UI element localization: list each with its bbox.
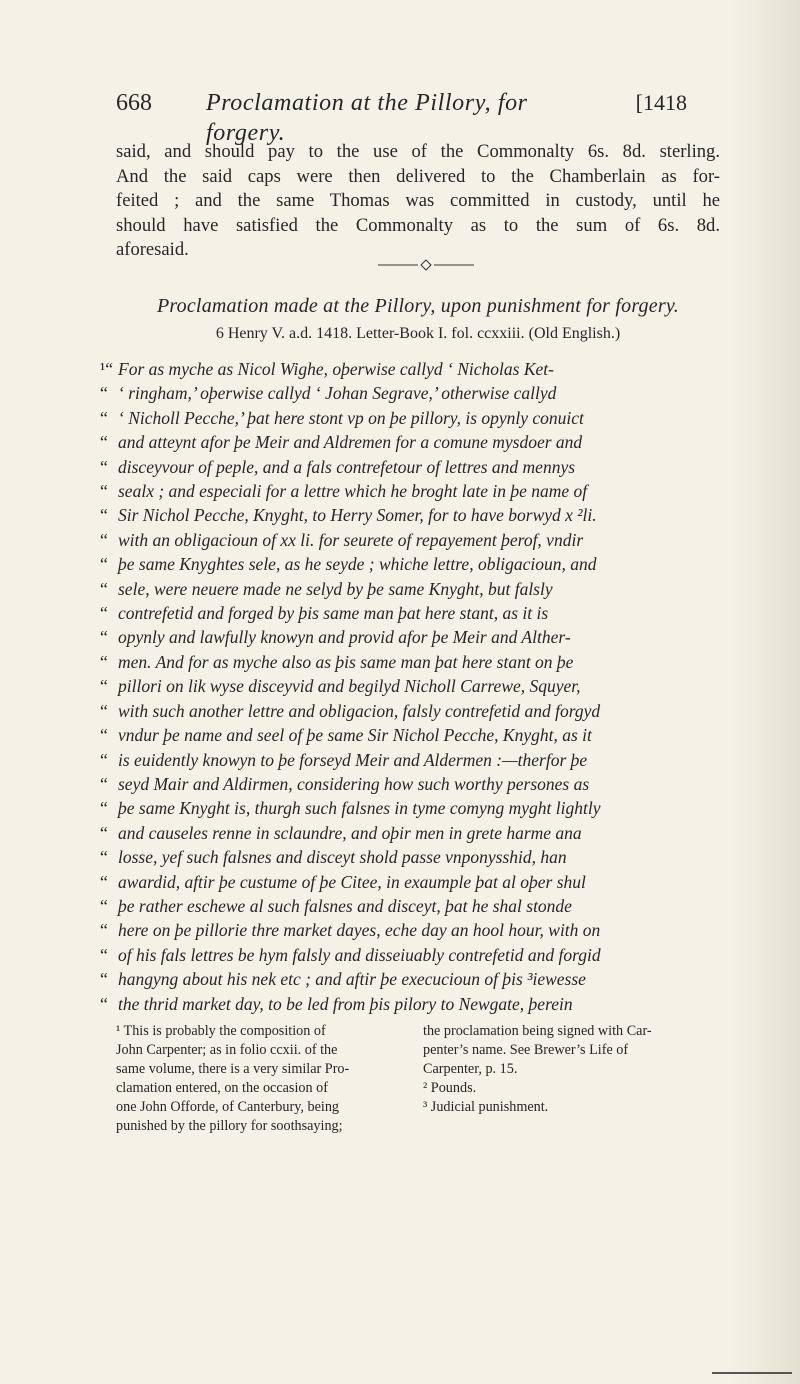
proclamation-line [100, 723, 722, 747]
proclamation-line-text: with such another lettre and obligacion, falsly contrefetid and forgyd [118, 700, 601, 721]
quote-mark: “ [100, 383, 108, 404]
footnotes-right-column [423, 1022, 732, 1117]
quote-mark: “ [100, 456, 108, 477]
quote-mark: “ [100, 505, 108, 526]
quote-mark: “ [100, 481, 108, 502]
paragraph-line: feited ; and the same Thomas was committed in custody, until he [116, 190, 720, 212]
footnote-line: clamation entered, on the occasion of [116, 1080, 328, 1096]
paragraph-line: should have satisfied the Commonalty as to the sum of 6s. 8d. [116, 214, 720, 236]
quote-mark: “ [100, 969, 108, 990]
proclamation-line [100, 430, 722, 454]
paragraph-line: aforesaid. [116, 239, 189, 261]
quote-mark: “ [100, 700, 108, 721]
proclamation-line [100, 528, 722, 552]
page-number: 668 [116, 90, 152, 116]
proclamation-line [100, 992, 722, 1016]
proclamation-line [100, 894, 722, 918]
running-header [116, 88, 687, 146]
footnote-line: Carpenter, p. 15. [423, 1061, 518, 1077]
proclamation-line [100, 943, 722, 967]
footnote-line: penter’s name. See Brewer’s Life of [423, 1042, 629, 1058]
proclamation-line-text: of his fals lettres be hym falsly and disseiuably contrefetid and forgid [118, 944, 601, 965]
footnote-line: the proclamation being signed with Car- [423, 1023, 652, 1039]
proclamation-line [100, 406, 722, 430]
quote-mark: “ [100, 603, 108, 624]
proclamation-line [100, 845, 722, 869]
page-bottom-edge [712, 1372, 792, 1374]
proclamation-line [100, 772, 722, 796]
quote-mark: “ [100, 651, 108, 672]
proclamation-line [100, 577, 722, 601]
quote-mark: “ [100, 871, 108, 892]
proclamation-line [100, 796, 722, 820]
quote-mark: “ [100, 993, 108, 1014]
running-title: Proclamation at the Pillory, for forgery. [206, 90, 528, 146]
quote-mark: “ [100, 627, 108, 648]
proclamation-line [100, 357, 722, 381]
proclamation-line-text: For as myche as Nicol Wighe, oþerwise callyd ‘ Nicholas Ket- [118, 359, 554, 379]
paragraph-line: said, and should pay to the use of the Commonalty 6s. 8d. sterling. [116, 141, 720, 162]
proclamation-line-text: here on þe pillorie thre market dayes, eche day an hool hour, with on [118, 920, 601, 941]
proclamation-line-text: disceyvour of peple, and a fals contrefetour of lettres and mennys [118, 456, 576, 477]
section-divider-ornament [378, 259, 474, 271]
proclamation-line-text: and atteynt afor þe Meir and Aldremen for a comune mysdoer and [118, 432, 583, 453]
proclamation-line-text: the thrid market day, to be led from þis pilory to Newgate, þerein [118, 993, 573, 1014]
proclamation-line-text: is euidently knowyn to þe forseyd Meir and Aldermen :—therfor þe [118, 749, 588, 770]
proclamation-line [100, 748, 722, 772]
proclamation-text [100, 357, 722, 1016]
proclamation-line-text: þe rather eschewe al such falsnes and disceyt, þat he shal stonde [118, 895, 572, 916]
quote-mark: ¹“ [100, 359, 114, 379]
proclamation-line-text: seyd Mair and Aldirmen, considering how such worthy persones as [118, 773, 590, 794]
quote-mark: “ [100, 895, 108, 916]
quote-mark: “ [100, 944, 108, 965]
proclamation-line [100, 967, 722, 991]
proclamation-line [100, 479, 722, 503]
footnote-line: John Carpenter; as in folio ccxii. of the [116, 1042, 338, 1058]
page-edge-shadow [730, 0, 800, 1384]
proclamation-line [100, 601, 722, 625]
quote-mark: “ [100, 529, 108, 550]
proclamation-line-text: contrefetid and forged by þis same man þat here stant, as it is [118, 603, 549, 624]
proclamation-line-text: Sir Nichol Pecche, Knyght, to Herry Somer, for to have borwyd x ²li. [118, 505, 597, 526]
quote-mark: “ [100, 920, 108, 941]
quote-mark: “ [100, 822, 108, 843]
proclamation-line [100, 674, 722, 698]
year-marker: [1418 [635, 90, 687, 115]
proclamation-line [100, 503, 722, 527]
quote-mark: “ [100, 798, 108, 819]
proclamation-line-text: þe same Knyght is, thurgh such falsnes in tyme comyng myght lightly [118, 798, 601, 819]
proclamation-line [100, 552, 722, 576]
proclamation-line-text: with an obligacioun of xx li. for seurete of repayement þerof, vndir [118, 529, 584, 550]
footnote-line: one John Offorde, of Canterbury, being [116, 1099, 340, 1115]
quote-mark: “ [100, 749, 108, 770]
quote-mark: “ [100, 554, 108, 575]
footnote-line: ¹ This is probably the composition of [116, 1023, 326, 1039]
footnote-line: same volume, there is a very similar Pro- [116, 1061, 350, 1077]
proclamation-line [100, 918, 722, 942]
quote-mark: “ [100, 773, 108, 794]
proclamation-line-text: vndur þe name and seel of þe same Sir Nichol Pecche, Knyght, as it [118, 725, 592, 746]
section-subtitle: 6 Henry V. a.d. 1418. Letter-Book I. fol. ccxxiii. (Old English.) [215, 325, 621, 342]
proclamation-line-text: ‘ ringham,’ oþerwise callyd ‘ Johan Segrave,’ otherwise callyd [118, 383, 557, 404]
quote-mark: “ [100, 847, 108, 868]
quote-mark: “ [100, 676, 108, 697]
proclamation-line [100, 650, 722, 674]
proclamation-line [100, 821, 722, 845]
proclamation-line-text: sealx ; and especiali for a lettre which he broght late in þe name of [118, 481, 588, 502]
proclamation-line-text: hangyng about his nek etc ; and aftir þe execucioun of þis ³iewesse [118, 969, 586, 990]
paragraph-line: And the said caps were then delivered to the Chamberlain as for- [116, 165, 720, 187]
proclamation-line [100, 455, 722, 479]
proclamation-line-text: losse, yef such falsnes and disceyt shold passe vnponysshid, han [118, 847, 567, 868]
proclamation-line-text: opynly and lawfully knowyn and provid afor þe Meir and Alther- [118, 627, 571, 648]
quote-mark: “ [100, 578, 108, 599]
proclamation-line-text: sele, were neuere made ne selyd by þe same Knyght, but falsly [118, 578, 553, 599]
quote-mark: “ [100, 432, 108, 453]
proclamation-line-text: ‘ Nicholl Pecche,’ þat here stont vp on þe pillory, is opynly conuict [118, 407, 584, 428]
section-title: Proclamation made at the Pillory, upon punishment for forgery. [157, 295, 679, 317]
quote-mark: “ [100, 725, 108, 746]
proclamation-line-text: pillori on lik wyse disceyvid and begilyd Nicholl Carrewe, Squyer, [118, 676, 581, 697]
proclamation-line [100, 870, 722, 894]
footnotes-left-column [116, 1022, 412, 1136]
footnote-line: ³ Judicial punishment. [423, 1099, 549, 1115]
proclamation-line [100, 381, 722, 405]
proclamation-line [100, 699, 722, 723]
proclamation-line-text: þe same Knyghtes sele, as he seyde ; whiche lettre, obligacioun, and [118, 554, 597, 575]
opening-paragraph [116, 140, 720, 263]
footnote-line: punished by the pillory for soothsaying; [116, 1118, 343, 1134]
proclamation-line-text: and causeles renne in sclaundre, and oþir men in grete harme ana [118, 822, 582, 843]
footnote-line: ² Pounds. [423, 1080, 477, 1096]
proclamation-line [100, 625, 722, 649]
proclamation-line-text: men. And for as myche also as þis same man þat here stant on þe [118, 651, 574, 672]
quote-mark: “ [100, 407, 108, 428]
proclamation-line-text: awardid, aftir þe custume of þe Citee, in exaumple þat al oþer shul [118, 871, 586, 892]
